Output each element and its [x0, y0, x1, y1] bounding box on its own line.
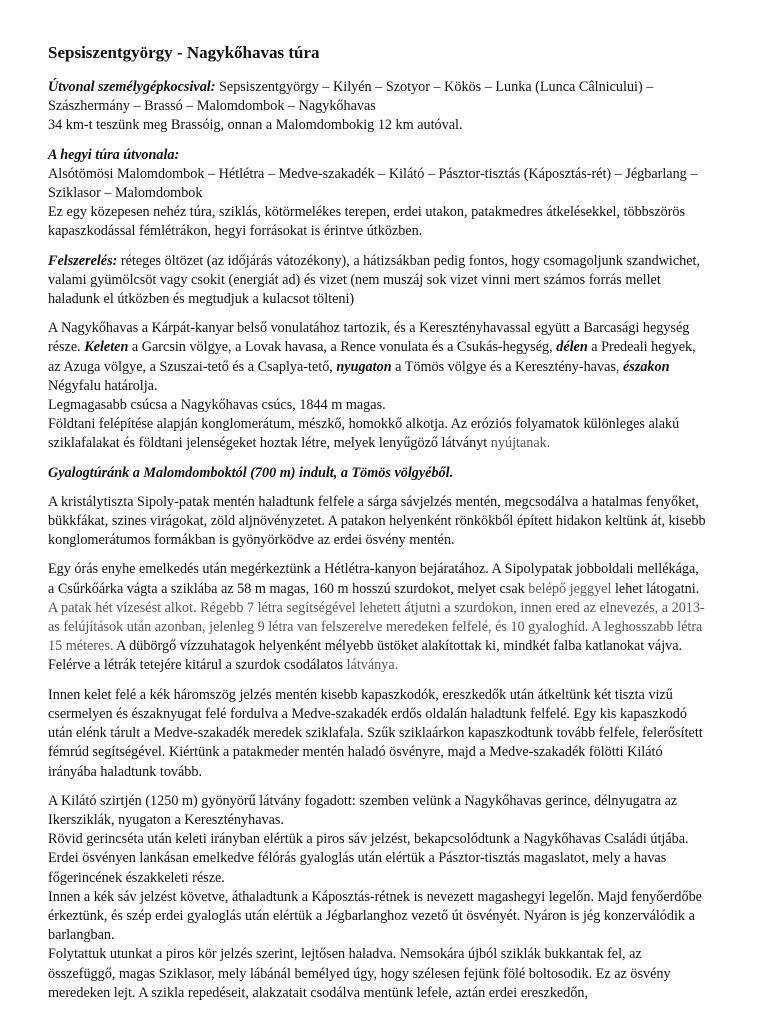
- route-car-paragraph: [48, 78, 708, 136]
- medve-paragraph: Innen kelet felé a kék háromszög jelzés mentén kisebb kapaszkodók, ereszkedők után átkeltünk két tiszta vizű csermelyen és északnyugat felé fordulva a Medve-szakadék erdős oldalán haladtunk felfelé. Egy kis kapaszkodó után elénk tárult a Medve-szakadék meredek sziklafala. Szűk sziklaárkon kapaszkodtunk tovább felfele, felerősített fémrúd segítségével. Kiértünk a patakmeder mentén haladó ösvényre, majd a Medve-szakadék fölötti Kilátó irányába haladtunk tovább.: [48, 686, 703, 780]
- geo-text-1: A Nagykőhavas a Kárpát-kanyar belső vonulatához tartozik, és a Keresztényhavassal együtt a Barcasági hegység része.: [48, 320, 690, 356]
- kilato-line-1: A Kilátó szirtjén (1250 m) gyönyörű látvány fogadott: szemben velünk a Nagykőhavas gerince, délnyugatra az Ikersziklák, nyugaton a Keresztényhavas.: [48, 792, 678, 828]
- route-car-note: 34 km-t teszünk meg Brassóig, onnan a Malomdombokig 12 km autóval.: [48, 117, 463, 134]
- hetletra-paragraph: [48, 560, 708, 675]
- route-car-text: Sepsiszentgyörgy – Kilyén – Szotyor – Kökös – Lunka (Lunca Câlnicului) – Szászhermány – Brassó – Malomdombok – Nagykőhavas: [48, 79, 654, 115]
- hetletra-text-c: lehet látogatni.: [611, 580, 700, 597]
- geo-west: nyugaton: [336, 358, 392, 375]
- hetletra-ticket: belépő jeggyel: [528, 580, 612, 597]
- route-car-label: Útvonal személygépkocsival:: [48, 79, 216, 95]
- hetletra-text-e: A dübörgő vízzuhatagok helyenként mélyebb üstöket alakítottak ki, mindkét falba katlanokat vájva. Felérve a létrák tetejére kitárul a szurdok csodálatos: [48, 638, 683, 674]
- kilato-line-2: Rövid gerincséta után keleti irányban elértük a piros sáv jelzést, bekapcsolódtunk a Nagykőhavas Családi útjába. Erdei ösvényen lankásan emelkedve félórás gyaloglás után elértük a Pásztor-tisztás magaslatot, mely a havas főgerincének északkeleti része.: [48, 831, 689, 886]
- geo-east: Keleten: [84, 339, 129, 356]
- hetletra-text-a: Egy órás enyhe emelkedés után megérkeztünk a Hétlétra-kanyon bejáratához. A Sipolypatak jobboldali mellékága, a Csűrkőárka vágta a sziklába az 58 m magas, 160 m hosszú szurdokot, melyet csak: [48, 561, 699, 597]
- geo-geology: Földtani felépítése alapján konglomerátum, mészkő, homokkő alkotja. Az eróziós folyamatok különleges alakú sziklafalakat és földtani jelenségeket hoztak létre, melyek lenyűgöző látványt: [48, 416, 680, 452]
- equipment-paragraph: [48, 252, 708, 310]
- route-hike-note: Ez egy közepesen nehéz túra, sziklás, kötörmelékes terepen, erdei utakon, patakmedres átkelésekkel, többszörös kapaszkodással fémlétrákon, hegyi forrásokat is érintve útközben.: [48, 204, 686, 240]
- geo-text-3: a Predeali hegyek, az Azuga völgye, a Szuszai-tető és a Csaplya-tető,: [48, 339, 696, 375]
- geo-north: északon: [623, 358, 670, 375]
- hetletra-text-f: látványa.: [346, 657, 399, 674]
- geo-south: délen: [556, 339, 588, 356]
- kilato-line-3: Innen a kék sáv jelzést követve, áthaladtunk a Káposztás-rétnek is nevezett magashegyi legelőn. Majd fenyőerdőbe érkeztünk, és szép erdei gyaloglás után elértük a Jégbarlanghoz vezető út ösvényét. Nyáron is jég konzerválódik a barlangban.: [48, 888, 702, 944]
- geo-text-2: a Garcsin völgye, a Lovak havasa, a Rence vonulata és a Csukás-hegység,: [128, 339, 557, 356]
- kilato-paragraph: [48, 792, 708, 1003]
- document-title: Sepsiszentgyörgy - Nagykőhavas túra: [48, 43, 320, 62]
- route-hike-label: A hegyi túra útvonala:: [48, 146, 180, 163]
- hetletra-text-d: A patak hét vízesést alkot. Régebb 7 létra segítségével lehetett átjutni a szurdokon, innen ered az elnevezés, a 2013-as felújítások után azonban, jelenleg 9 létra van felszerelve meredeken felfelé, és 10 gyaloghíd. A leghosszabb létra 15 méteres.: [48, 599, 705, 655]
- route-hike-paragraph: [48, 146, 708, 242]
- route-hike-text: Alsótömösi Malomdombok – Hétlétra – Medve-szakadék – Kilátó – Pásztor-tisztás (Káposztás-rét) – Jégbarlang – Sziklasor – Malomdombok: [48, 165, 698, 202]
- document-body: [48, 42, 708, 1003]
- geo-highest: Legmagasabb csúcsa a Nagykőhavas csúcs, 1844 m magas.: [48, 397, 386, 414]
- start-heading: Gyalogtúránk a Malomdomboktól (700 m) indult, a Tömös völgyéből.: [48, 464, 454, 481]
- geo-geology-end: nyújtanak.: [490, 435, 551, 452]
- equipment-text: réteges öltözet (az időjárás vátozékony), a hátizsákban pedig fontos, hogy csomagoljunk szandwichet, valami gyümölcsöt vagy csokit (energiát ad) és vizet (nem muszáj sok vizet vinni mert számos forrás mellet haladunk el útközben és megtudjuk a kulacsot tölteni): [48, 252, 701, 308]
- geo-text-4: a Tömös völgye és a Keresztény-havas,: [391, 358, 623, 375]
- equipment-label: Felszerelés:: [48, 252, 118, 269]
- geo-text-5: Négyfalu határolja.: [48, 377, 158, 394]
- geography-paragraph: [48, 319, 708, 453]
- sipoly-paragraph: A kristálytiszta Sipoly-patak mentén haladtunk felfele a sárga sávjelzés mentén, megcsodálva a hatalmas fenyőket, bükkfákat, szines virágokat, zöld aljnövényzetet. A patakon helyenként rönkökből épített hidakon keltünk át, kisebb konglomerátumos formákban is gyönyörködve az erdei ösvény mentén.: [48, 493, 706, 549]
- kilato-line-4: Folytattuk utunkat a piros kör jelzés szerint, lejtősen haladva. Nemsokára újból sziklák bukkantak fel, az összefüggő, magas Sziklasor, mely lábánál bemélyed úgy, hogy szélesen fejünk fölé boltosodik. Ez az ösvény meredeken lejt. A szikla repedéseit, alakzatait csodálva mentünk lefele, aztán erdei ereszkedőn,: [48, 946, 671, 1001]
